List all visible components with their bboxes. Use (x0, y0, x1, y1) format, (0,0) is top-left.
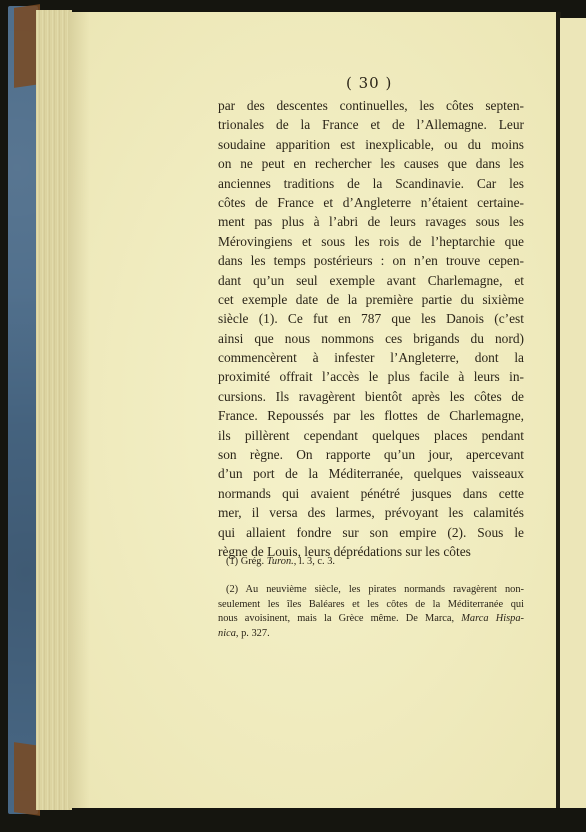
facing-page-strip (560, 18, 586, 808)
footnote-1 (218, 555, 524, 569)
text-line: d’un port de la Méditerranée, quelques vaisseaux (218, 466, 524, 482)
footnote-2-line (218, 627, 524, 641)
text-line: trionales de la France et de l’Allemagne. Leur (218, 117, 524, 133)
text-line: dans les temps postérieurs : on n’en trouve cepen- (218, 253, 524, 269)
text-line: ment pas plus à l’abri de leurs ravages sous les (218, 214, 524, 230)
text-line: Mérovingiens et sous les rois de l’heptarchie que (218, 233, 524, 249)
footnote-2-text: nous avoisinent, mais la Grèce même. De Marca, (218, 613, 462, 625)
text-line: dant qu’un seul exemple avant Charlemagne, et (218, 272, 524, 288)
text-line: mer, il versa des larmes, prévoyant les calamités (218, 505, 524, 521)
text-line: normands qui avaient pénétré jusques dans cette (218, 485, 524, 501)
text-line: règne de Louis, leurs déprédations sur les côtes (218, 543, 471, 559)
page-edges (36, 10, 72, 810)
footnote-1-suffix: , l. 3, c. 3. (293, 556, 336, 567)
text-line: cet exemple date de la première partie du sixième (218, 291, 524, 307)
page-number: ( 30 ) (346, 74, 393, 92)
footnote-1-italic: Turon. (266, 556, 294, 567)
footnote-2-text: , p. 327. (235, 627, 270, 639)
text-line: ils pillèrent cependant quelques places pendant (218, 427, 524, 443)
footnote-2-line: (2) Au neuvième siècle, les pirates normands ravagèrent non- (226, 584, 524, 596)
text-line: ainsi que nous nommons ces brigands du nord) (218, 330, 524, 346)
body-text (218, 96, 524, 561)
text-line: cursions. Ils ravagèrent bientôt après les côtes de (218, 388, 524, 404)
text-line: par des descentes continuelles, les côtes septen- (218, 98, 524, 113)
text-line: qui allaient fondre sur son empire (2). Sous le (218, 524, 524, 540)
footnote-2-line (218, 612, 524, 626)
footnote-2-line: seulement les îles Baléares et les côtes de la Méditerranée qui (218, 598, 524, 610)
footnote-2-italic: Marca Hispa- (461, 613, 524, 625)
book-cover-board (8, 6, 38, 814)
text-line: son règne. On rapporte qu’un jour, apercevant (218, 447, 524, 463)
text-line: soudaine apparition est inexplicable, ou du moins (218, 136, 524, 152)
text-line: France. Repoussés par les flottes de Charlemagne, (218, 408, 524, 424)
text-line: commencèrent à infester l’Angleterre, dont la (218, 350, 524, 366)
footnote-2 (218, 583, 524, 641)
text-line: côtes de France et d’Angleterre n’étaient certaine- (218, 194, 524, 210)
text-line: proximité offrait l’accès le plus facile à leurs in- (218, 369, 524, 385)
footnote-1-prefix: (1) Grég. (226, 556, 267, 567)
footnote-2-italic: nica (218, 627, 236, 639)
footnotes (218, 555, 524, 641)
text-line: on ne peut en rechercher les causes que dans les (218, 156, 524, 172)
text-line: siècle (1). Ce fut en 787 que les Danois (c’est (218, 311, 524, 327)
text-line: anciennes traditions de la Scandinavie. Car les (218, 175, 524, 191)
